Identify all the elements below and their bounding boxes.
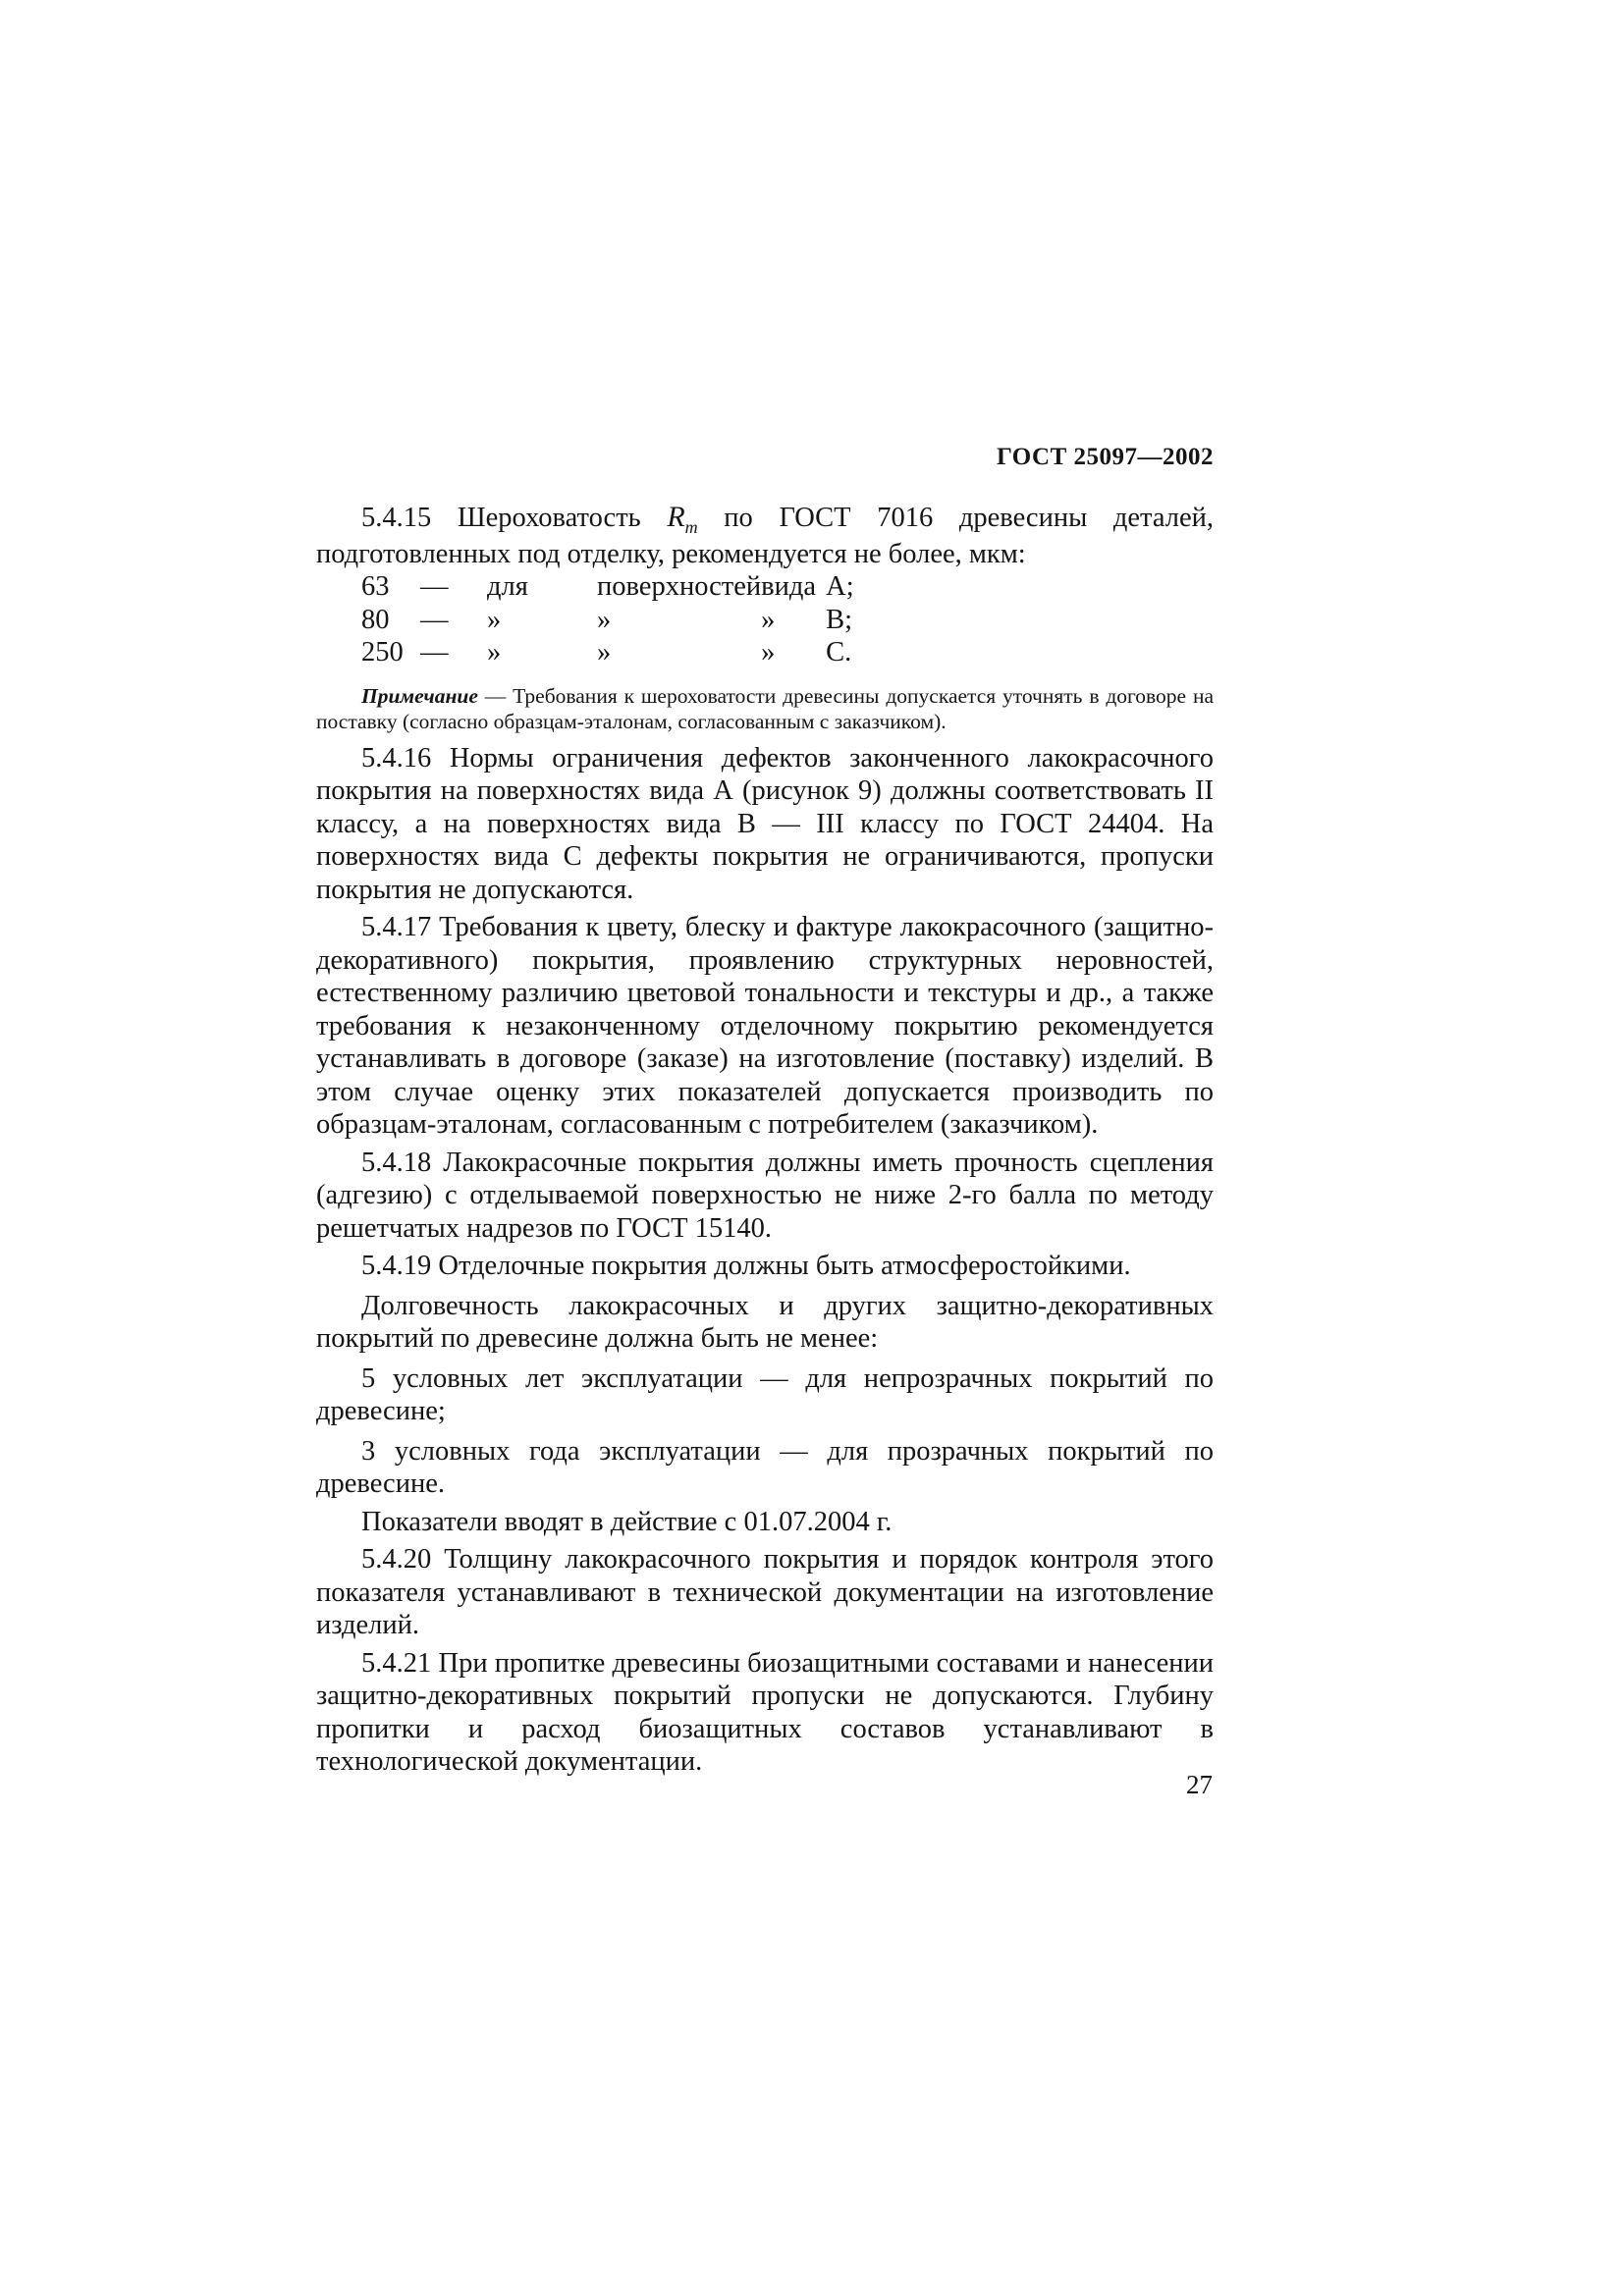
effective-date: Показатели вводят в действие с 01.07.2004 г. [361, 1506, 893, 1537]
paragraph-5-4-21: 5.4.21 При пропитке древесины биозащитными составами и нанесении защитно-декоративных покрытий пропуски не допускаются. Глубину пропитки и расход биозащитных составов устанавливают в технологической документации. [316, 1647, 1214, 1777]
table-row [361, 570, 865, 604]
paragraph-5-4-18: 5.4.18 Лакокрасочные покрытия должны иметь прочность сцепления (адгезию) с отделываемой поверхностью не ниже 2-го балла по методу решетчатых надрезов по ГОСТ 15140. [316, 1147, 1214, 1244]
cell-b: поверхностей [597, 571, 762, 602]
roughness-symbol: $R_m$ [667, 501, 698, 537]
ditto-mark: » [487, 604, 502, 635]
paragraph-5-4-15-end: по ГОСТ 7016 древесины деталей, подготовленных под отделку, рекомендуется не более, мкм: [316, 503, 1214, 569]
table-row [361, 604, 865, 637]
paragraph-5-4-16: 5.4.16 Нормы ограничения дефектов законченного лакокрасочного покрытия на поверхностях вида А (рисунок 9) должны соответствовать II классу, а на поверхностях вида В — III классу по ГОСТ 24404. На поверхностях вида С дефекты покрытия не ограничиваются, пропуски покрытия не допускаются. [316, 742, 1214, 905]
paragraph-5-4-15 [316, 501, 1214, 570]
roughness-value: 250 [361, 637, 404, 667]
cell-c: вида [761, 571, 817, 602]
paragraph-5-4-20: 5.4.20 Толщину лакокрасочного покрытия и порядок контроля этого показателя устанавливают в технической документации на изготовление изделий. [316, 1544, 1214, 1640]
note [316, 683, 1214, 734]
ditto-mark: » [487, 637, 502, 667]
paragraph-5-4-15-start: 5.4.15 Шероховатость [361, 503, 668, 533]
document-body [316, 501, 1214, 1779]
roughness-value: 63 [361, 571, 390, 602]
durability-intro: Долговечность лакокрасочных и других защитно-декоративных покрытий по древесине должна быть не менее: [316, 1290, 1214, 1354]
page-number: 27 [1186, 1770, 1213, 1799]
dash: — [420, 637, 449, 667]
cell-a: для [487, 571, 528, 602]
roughness-table [361, 570, 865, 669]
surface-type: А; [826, 571, 854, 602]
table-row [361, 636, 865, 669]
ditto-mark: » [597, 637, 612, 667]
surface-type: С. [826, 637, 852, 667]
paragraph-5-4-17: 5.4.17 Требования к цвету, блеску и фактуре лакокрасочного (защитно-декоративного) покрытия, проявлению структурных неровностей, естественному различию цветовой тональности и текстуры и др., а также требования к незаконченному отделочному покрытию рекомендуется устанавливать в договоре (заказе) на изготовление (поставку) изделий. В этом случае оценку этих показателей допускается производить по образцам-эталонам, согласованным с потребителем (заказчиком). [316, 912, 1214, 1140]
paragraph-5-4-19: 5.4.19 Отделочные покрытия должны быть атмосферостойкими. [361, 1251, 1131, 1281]
durability-opaque: 5 условных лет эксплуатации — для непрозрачных покрытий по древесине; [316, 1362, 1214, 1426]
ditto-mark: » [597, 604, 612, 635]
ditto-mark: » [761, 604, 776, 635]
standard-header: ГОСТ 25097—2002 [996, 444, 1214, 470]
roughness-symbol-subscript: m [684, 517, 698, 537]
ditto-mark: » [761, 637, 776, 667]
durability-transparent: 3 условных года эксплуатации — для прозрачных покрытий по древесине. [316, 1435, 1214, 1499]
dash: — [420, 571, 449, 602]
note-text: — Требования к шероховатости древесины допускается уточнять в договоре на поставку (согласно образцам-эталонам, согласованным с заказчиком). [316, 683, 1214, 733]
note-label: Примечание [361, 683, 478, 708]
dash: — [420, 604, 449, 635]
surface-type: В; [826, 604, 853, 635]
roughness-value: 80 [361, 604, 390, 635]
